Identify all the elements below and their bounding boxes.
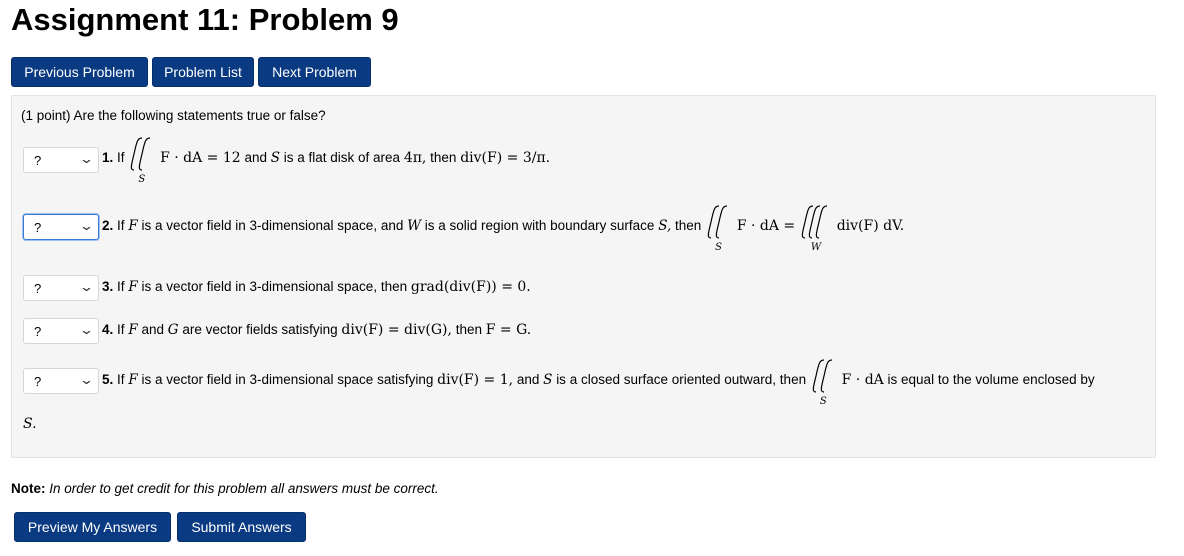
problem-list-button[interactable]: Problem List [152,57,254,87]
statement-5: 5. If F is a vector field in 3-dimensional space satisfying div(F) = 1, and S is a closed surface oriented outward, then S F · dA is equal to the volume enclosed by [102,370,1095,390]
note [11,481,439,496]
statement-3: 3. If F is a vector field in 3-dimensional space, then grad(div(F)) = 0. [102,279,531,295]
triple-integral-icon: W [799,216,833,236]
answer-select-3[interactable] [23,275,99,301]
note-label: Note: [11,481,46,496]
chevron-down-icon: ⌄ [78,279,95,294]
double-integral-icon: S [128,148,156,168]
double-integral-icon: S [810,370,838,390]
chevron-down-icon: ⌄ [78,322,95,337]
statement-4: 4. If F and G are vector fields satisfying div(F) = div(G), then F = G. [102,322,532,338]
problem-panel [11,95,1156,458]
submit-answers-button[interactable]: Submit Answers [177,512,306,542]
problem-intro: (1 point) Are the following statements true or false? [21,108,326,123]
chevron-down-icon: ⌄ [78,372,95,387]
preview-answers-button[interactable]: Preview My Answers [14,512,171,542]
previous-problem-button[interactable]: Previous Problem [11,57,148,87]
note-text: In order to get credit for this problem all answers must be correct. [49,481,439,496]
double-integral-icon: S [705,216,733,236]
next-problem-button[interactable]: Next Problem [258,57,371,87]
math-expression: F · dA = 12 [160,150,241,166]
statement-1: 1. If S F · dA = 12 and S is a flat disk of area 4π, then div(F) = 3/π. [102,148,550,168]
chevron-down-icon: ⌄ [78,218,95,233]
answer-select-1[interactable] [23,147,99,173]
statement-2: 2. If F is a vector field in 3-dimensional space, and W is a solid region with boundary surface S, then S F · dA = W div(F) dV. [102,216,904,236]
answer-select-4[interactable] [23,318,99,344]
chevron-down-icon: ⌄ [78,151,95,166]
select-value: ? [34,373,42,389]
answer-select-2[interactable] [23,214,99,240]
page-title: Assignment 11: Problem 9 [11,2,399,37]
answer-select-5[interactable] [23,368,99,394]
select-value: ? [34,280,42,296]
select-value: ? [34,323,42,339]
select-value: ? [34,219,42,235]
statement-5-tail: S. [23,416,37,432]
select-value: ? [34,152,42,168]
